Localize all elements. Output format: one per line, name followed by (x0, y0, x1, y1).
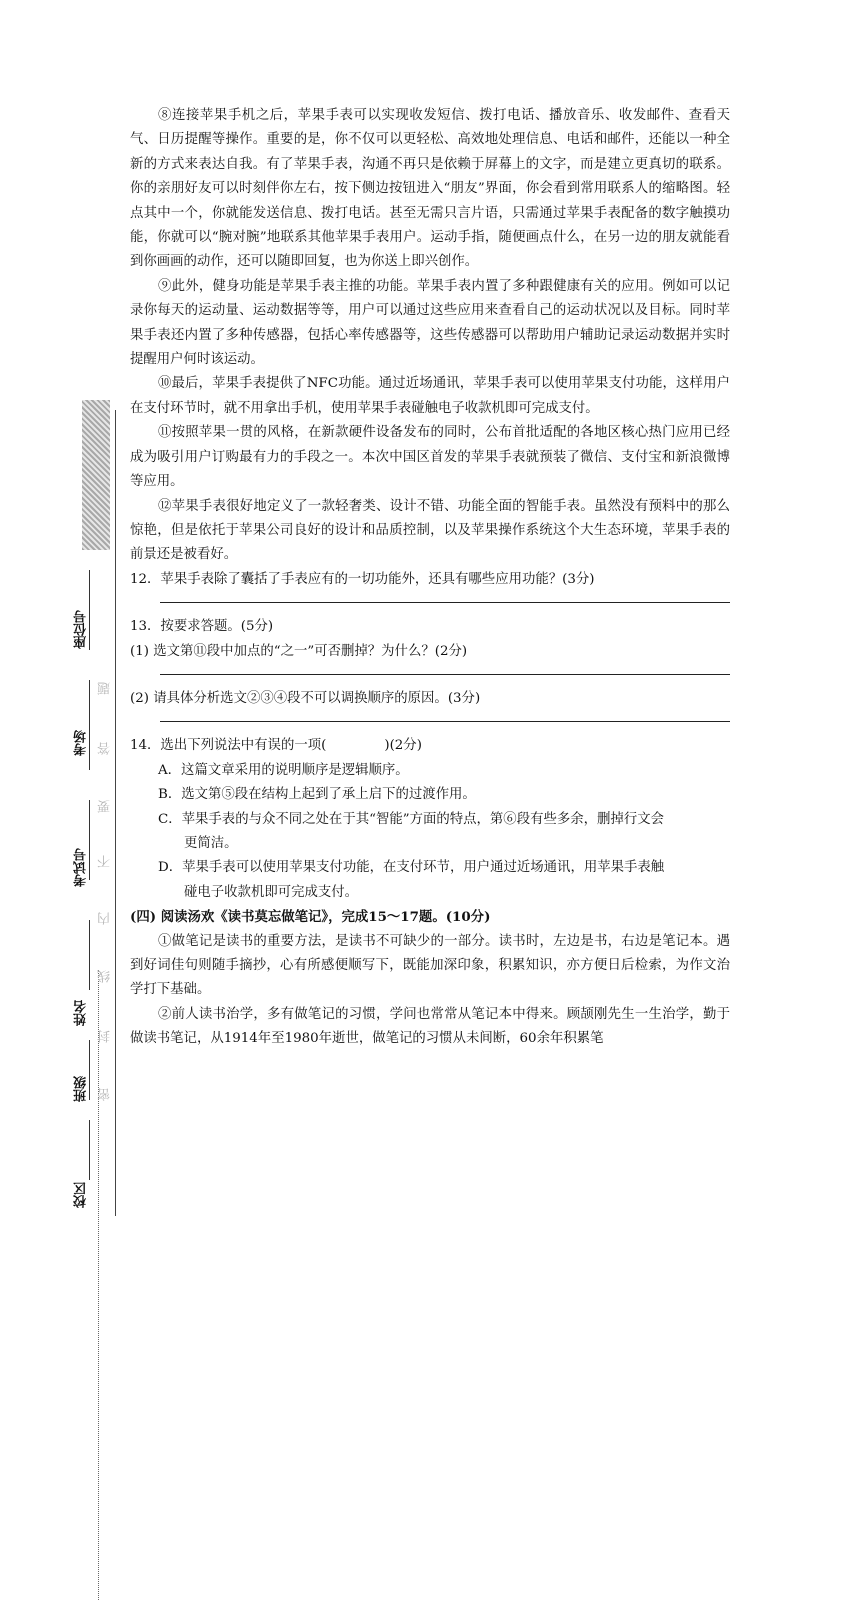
answer-line-12[interactable] (160, 602, 730, 603)
answer-line-13-1[interactable] (160, 674, 730, 675)
option-c: C．苹果手表的与众不同之处在于其“智能”方面的特点，第⑥段有些多余，删掉行文会 更简洁。 (158, 811, 664, 851)
question-13-2: (2) 请具体分析选文②③④段不可以调换顺序的原因。(3分) (130, 690, 481, 706)
option-a: A．这篇文章采用的说明顺序是逻辑顺序。 (158, 762, 409, 778)
seal-char-5: 内 (98, 912, 113, 925)
paragraph-9: ⑨此外，健身功能是苹果手表主推的功能。苹果手表内置了多种跟健康有关的应用。例如可以记录你每天的运动量、运动数据等等，用户可以通过这些应用来查看自己的运动状况以及目标。同时苹果手表还内置了多种传感器，包括心率传感器等，这些传感器可以帮助用户辅助记录运动数据并实时提醒用户何时该运动。 (130, 278, 730, 368)
binding-line (115, 410, 116, 1216)
exam-page-content (130, 104, 730, 1052)
paragraph-12: ⑫苹果手表很好地定义了一款轻奢类、设计不错、功能全面的智能手表。虽然没有预料中的那么惊艳，但是依托于苹果公司良好的设计和品质控制，以及苹果操作系统这个大生态环境，苹果手表的前景还是被看好。 (130, 498, 730, 563)
seal-char-2: 答 (98, 742, 113, 755)
question-12: 12．苹果手表除了囊括了手表应有的一切功能外，还具有哪些应用功能？(3分) (130, 571, 595, 587)
question-14: 14．选出下列说法中有误的一项( )(2分) (130, 738, 422, 754)
label-exam-room: 考场 (74, 730, 89, 756)
hatched-stripe (82, 400, 110, 550)
binding-margin (0, 400, 122, 1216)
exam-room-field-line (89, 680, 90, 770)
label-name: 姓名 (74, 1000, 89, 1026)
campus-field-line (89, 1120, 90, 1180)
section-4-paragraph-1: ①做笔记是读书的重要方法，是读书不可缺少的一部分。读书时，左边是书，右边是笔记本。遇到好词佳句则随手摘抄，心有所感便顺写下，既能加深印象，积累知识，亦方便日后检索，为作文治学打下基础。 (130, 933, 730, 998)
paragraph-10: ⑩最后，苹果手表提供了NFC功能。通过近场通讯，苹果手表可以使用苹果支付功能，这样用户在支付环节时，就不用拿出手机，使用苹果手表碰触电子收款机即可完成支付。 (130, 376, 730, 416)
seal-char-7: 封 (98, 1030, 113, 1043)
label-exam-number: 考试号 (74, 848, 89, 887)
seal-char-3: 要 (98, 800, 113, 813)
label-class: 班级 (74, 1076, 89, 1102)
paragraph-8: ⑧连接苹果手机之后，苹果手表可以实现收发短信、拨打电话、播放音乐、收发邮件、查看天气、日历提醒等操作。重要的是，你不仅可以更轻松、高效地处理信息、电话和邮件，还能以一种全新的方式来表达自我。有了苹果手表，沟通不再只是依赖于屏幕上的文字，而是建立更真切的联系。你的亲朋好友可以时刻伴你左右，按下侧边按钮进入“朋友”界面，你会看到常用联系人的缩略图。轻点其中一个，你就能发送信息、拨打电话。甚至无需只言片语，只需通过苹果手表配备的数字触摸功能，你就可以“腕对腕”地联系其他苹果手表用户。运动手指，随便画点什么，在另一边的朋友就能看到你画画的动作，还可以随即回复，也为你送上即兴创作。 (130, 108, 730, 270)
question-13: 13．按要求答题。(5分) (130, 619, 274, 635)
section-4-title: (四) 阅读汤欢《读书莫忘做笔记》，完成15～17题。(10分) (130, 909, 491, 926)
seal-char-6: 线 (98, 970, 113, 983)
seal-char-1: 题 (98, 682, 113, 695)
answer-line-13-2[interactable] (160, 721, 730, 722)
seal-char-8: 密 (98, 1088, 113, 1101)
option-b: B．选文第⑤段在结构上起到了承上启下的过渡作用。 (158, 787, 476, 803)
name-field-line (89, 920, 90, 990)
option-d: D．苹果手表可以使用苹果支付功能，在支付环节，用户通过近场通讯，用苹果手表触 碰电子收款机即可完成支付。 (158, 860, 665, 900)
label-seat-number: 座位号 (74, 610, 89, 649)
paragraph-11: ⑪按照苹果一贯的风格，在新款硬件设备发布的同时，公布首批适配的各地区核心热门应用已经成为吸引用户订购最有力的手段之一。本次中国区首发的苹果手表就预装了微信、支付宝和新浪微博等应用。 (130, 425, 730, 490)
binding-dotted-line (98, 970, 99, 1600)
label-campus: 校区 (74, 1182, 89, 1208)
section-4-paragraph-2: ②前人读书治学，多有做笔记的习惯，学问也常常从笔记本中得来。顾颉刚先生一生治学，勤于做读书笔记，从1914年至1980年逝世，做笔记的习惯从未间断，60余年积累笔 (130, 1006, 730, 1047)
question-13-1: (1) 选文第⑪段中加点的“之一”可否删掉？为什么？(2分) (130, 643, 468, 659)
seal-char-4: 不 (98, 855, 113, 868)
